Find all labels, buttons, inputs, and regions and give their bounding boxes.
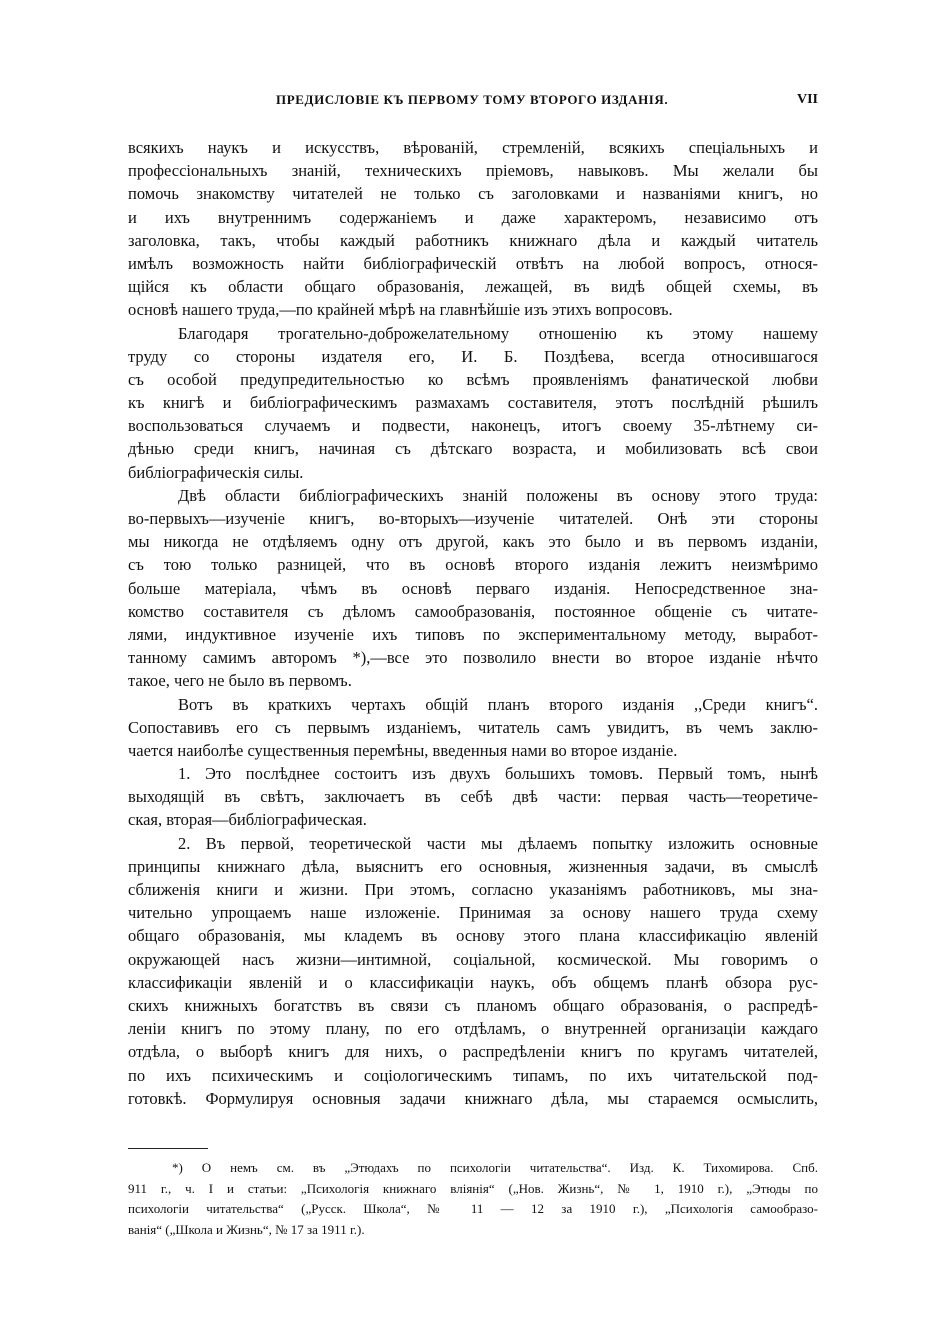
text-line: леніи книгъ по этому плану, по его отдѣламъ, о внутренней организаціи каждаго [128, 1019, 818, 1039]
text-line: труду со стороны издателя его, И. Б. Поздѣева, всегда относившагося [128, 346, 818, 366]
text-line: скихъ книжныхъ богатствъ въ связи съ планомъ общаго образованія, о распредѣ- [128, 995, 818, 1015]
text-line: Двѣ области библіографическихъ знаній положены въ основу этого труда: [178, 485, 818, 505]
header-title: ПРЕДИСЛОВІЕ КЪ ПЕРВОМУ ТОМУ ВТОРОГО ИЗДАНІЯ. [276, 92, 669, 107]
footnote-line: ванія“ („Школа и Жизнь“, № 17 за 1911 г.). [128, 1221, 365, 1237]
text-line: мы никогда не отдѣляемъ одну отъ другой, какъ это было и въ первомъ изданіи, [128, 532, 818, 552]
text-line: по ихъ психическимъ и соціологическимъ типамъ, по ихъ читательской под- [128, 1065, 818, 1085]
text-line: сближенія книги и жизни. При этомъ, согласно указаніямъ работниковъ, мы зна- [128, 880, 818, 899]
text-line: ская, вторая—библіографическая. [128, 810, 367, 830]
text-line: лями, индуктивное изученіе ихъ типовъ по экспериментальному методу, выработ- [128, 624, 818, 644]
footnote-line: 911 г., ч. I и статьи: „Психологія книжнаго вліянія“ („Нов. Жизнь“, № 1, 1910 г.), „Этюды по [128, 1180, 818, 1196]
text-line: комство составителя съ дѣломъ самообразованія, постоянное общеніе съ читате- [128, 601, 818, 621]
text-line: воспользоваться случаемъ и подвести, наконецъ, итогъ своему 35-лѣтнему си- [128, 416, 818, 436]
text-line: Благодаря трогательно-доброжелательному отношенію къ этому нашему [178, 323, 818, 343]
text-line: классификаціи явленій и о классификаціи наукъ, объ общемъ планѣ обзора рус- [128, 972, 818, 992]
text-line: всякихъ наукъ и искусствъ, вѣрованій, стремленій, всякихъ спеціальныхъ и [128, 138, 818, 157]
footnote [128, 1158, 818, 1240]
text-line: выходящій въ свѣтъ, заключаетъ въ себѣ двѣ части: первая часть—теоретиче- [128, 787, 818, 807]
body-text [128, 136, 818, 1110]
text-line: библіографическія силы. [128, 462, 304, 482]
text-line: основѣ нашего труда,—по крайней мѣрѣ на главнѣйшіе изъ этихъ вопросовъ. [128, 300, 673, 320]
text-line: съ особой предупредительностью ко всѣмъ проявленіямъ фанатической любви [128, 369, 818, 389]
text-line: щійся къ области общаго образованія, лежащей, въ видѣ общей схемы, въ [128, 277, 818, 297]
text-line: чается наиболѣе существенныя перемѣны, введенныя нами во второе изданіе. [128, 740, 678, 760]
text-line: заголовка, такъ, чтобы каждый работникъ книжнаго дѣла и каждый читатель [128, 230, 818, 250]
text-line: 2. Въ первой, теоретической части мы дѣлаемъ попытку изложить основные [178, 833, 818, 853]
text-line: окружающей насъ жизни—интимной, соціальной, космической. Мы говоримъ о [128, 949, 818, 969]
text-line: чительно упрощаемъ наше изложеніе. Принимая за основу нашего труда схему [128, 903, 818, 923]
text-line: готовкѣ. Формулируя основныя задачи книжнаго дѣла, мы стараемся осмыслить, [128, 1088, 818, 1108]
text-line: отдѣла, о выборѣ книгъ для нихъ, о распредѣленіи книгъ по кругамъ читателей, [128, 1042, 818, 1062]
page-number: VII [796, 92, 818, 107]
running-header [128, 92, 818, 114]
text-line: къ книгѣ и библіографическимъ размахамъ составителя, этотъ послѣдній рѣшилъ [128, 393, 818, 413]
text-line: помочь знакомству читателей не только съ заголовками и названіями книгъ, но [128, 184, 818, 204]
text-line: дѣнью среди книгъ, начиная съ дѣтскаго возраста, и мобилизовать всѣ свои [128, 439, 818, 459]
text-line: принципы книжнаго дѣла, выяснитъ его основныя, жизненныя задачи, въ смыслѣ [128, 856, 818, 876]
footnote-line: *) О немъ см. въ „Этюдахъ по психологіи читательства“. Изд. К. Тихомирова. Спб. [172, 1160, 818, 1175]
text-line: профессіональныхъ знаній, техническихъ пріемовъ, навыковъ. Мы желали бы [128, 161, 818, 181]
text-line: 1. Это послѣднее состоитъ изъ двухъ большихъ томовъ. Первый томъ, нынѣ [178, 764, 818, 784]
text-line: Вотъ въ краткихъ чертахъ общій планъ второго изданія ,,Среди книгъ“. [178, 694, 818, 714]
text-line: Сопоставивъ его съ первымъ изданіемъ, читатель самъ увидитъ, въ чемъ заклю- [128, 717, 818, 737]
footnote-rule [128, 1148, 208, 1149]
text-line: такое, чего не было въ первомъ. [128, 671, 352, 691]
text-line: съ тою только разницей, что въ основѣ второго изданія лежитъ неизмѣримо [128, 555, 818, 575]
text-line: общаго образованія, мы кладемъ въ основу этого плана классификацію явленій [128, 926, 818, 946]
text-line: во-первыхъ—изученіе книгъ, во-вторыхъ—изученіе читателей. Онѣ эти стороны [128, 509, 818, 528]
text-line: и ихъ внутреннимъ содержаніемъ и даже характеромъ, независимо отъ [128, 207, 818, 227]
text-line: больше матеріала, чѣмъ въ основѣ перваго изданія. Непосредственное зна- [128, 578, 818, 598]
footnote-line: психологіи читательства“ („Русск. Школа“, № 11 — 12 за 1910 г.), „Психологія самообразо- [128, 1201, 818, 1216]
text-line: имѣлъ возможность найти библіографическій отвѣтъ на любой вопросъ, относя- [128, 253, 818, 273]
text-line: танному самимъ авторомъ *),—все это позволило внести во второе изданіе нѣчто [128, 648, 818, 668]
